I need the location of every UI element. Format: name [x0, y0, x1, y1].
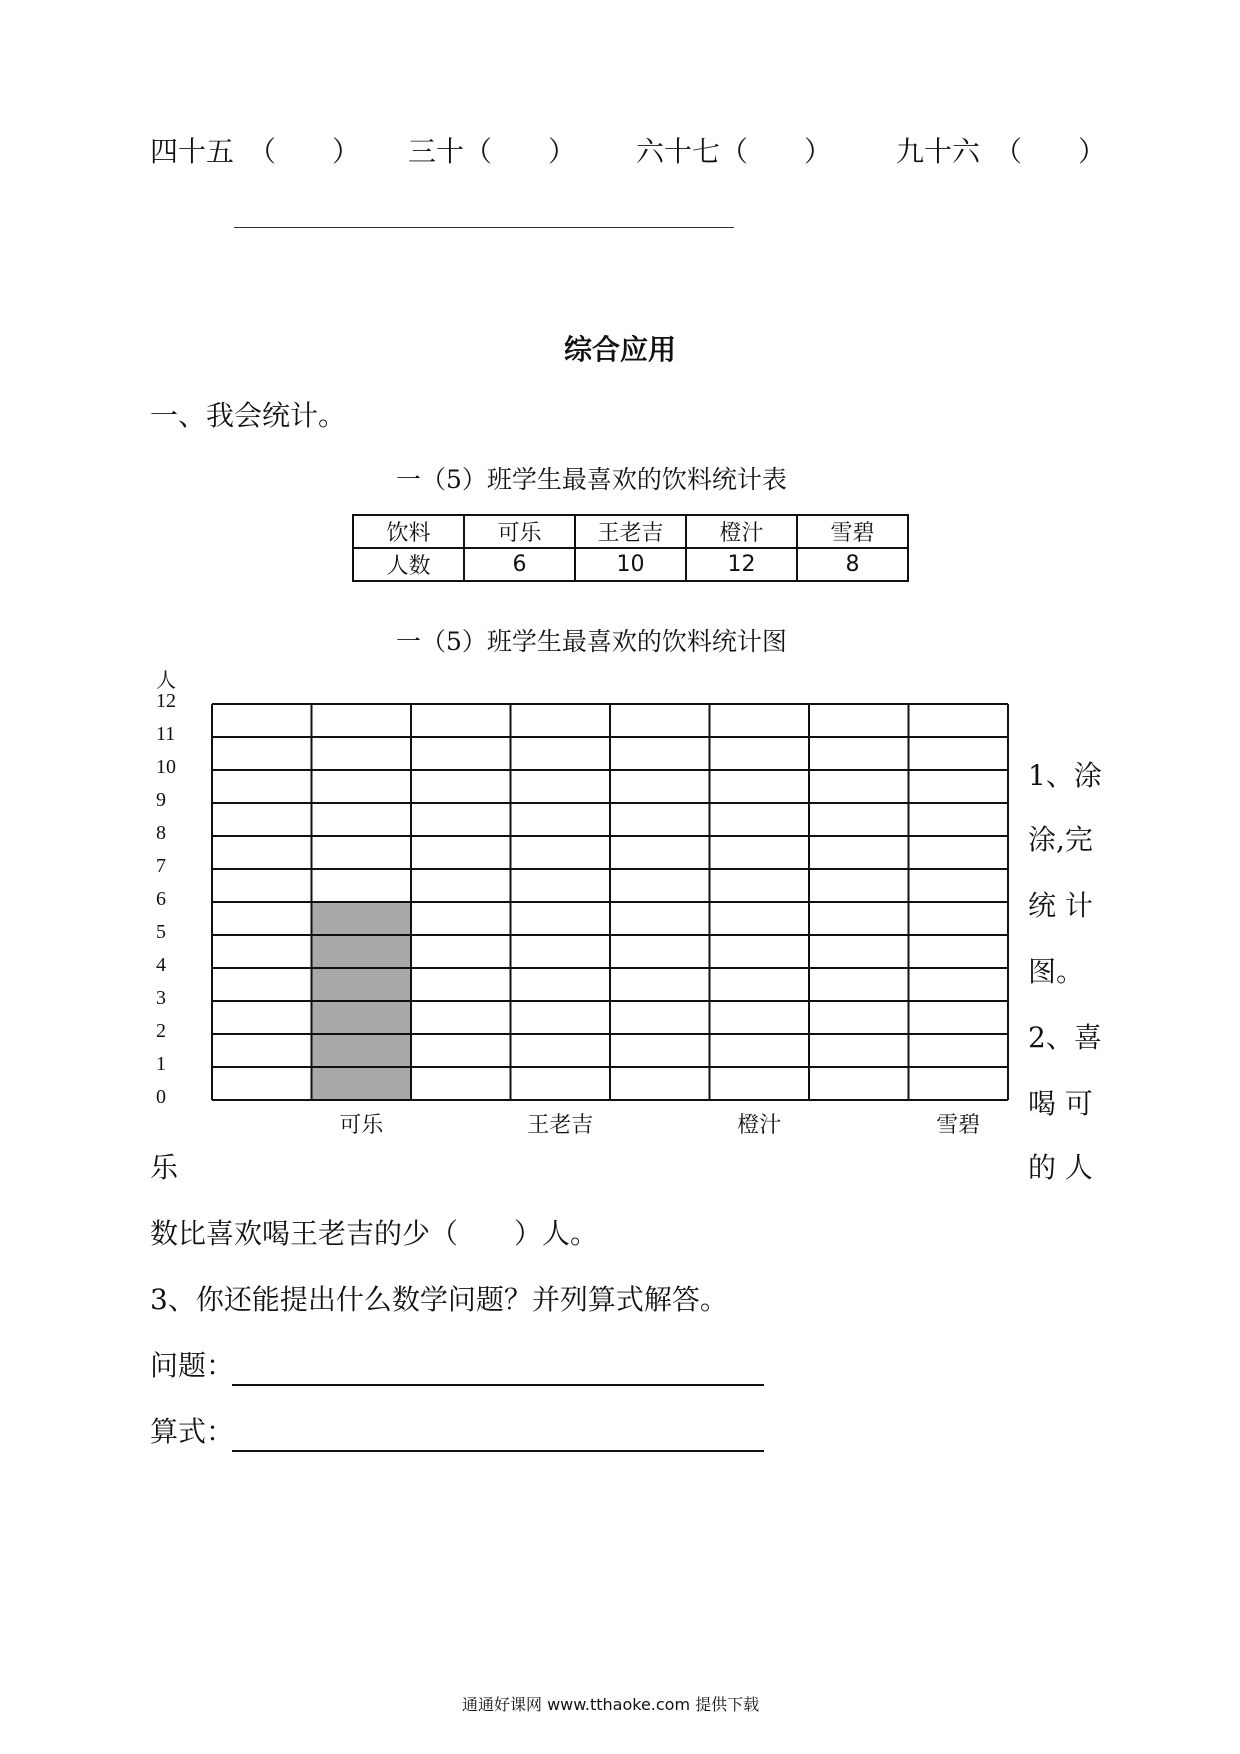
- number-word-2: 三十（ ）: [408, 135, 577, 168]
- question-3-line: 3、你还能提出什么数学问题？并列算式解答。: [150, 1283, 728, 1316]
- side-text-2: 涂,完: [1028, 823, 1093, 856]
- number-word-4: 九十六 （ ）: [896, 135, 1107, 168]
- y-tick-label: 7: [156, 855, 166, 877]
- y-tick-label: 2: [156, 1020, 166, 1042]
- number-word-1: 四十五 （ ）: [150, 135, 361, 168]
- table-cell: 人数: [353, 548, 464, 581]
- table-cell: 王老吉: [575, 515, 686, 548]
- y-tick-label: 11: [156, 723, 176, 745]
- question-1-heading: 一、我会统计。: [150, 399, 347, 432]
- y-tick-label: 3: [156, 987, 166, 1009]
- side-text-6: 喝 可: [1028, 1087, 1093, 1120]
- table-cell: 可乐: [464, 515, 575, 548]
- table-cell: 10: [575, 548, 686, 581]
- table-cell: 6: [464, 548, 575, 581]
- formula-label: 算式：: [150, 1415, 235, 1448]
- y-tick-label: 9: [156, 789, 166, 811]
- y-tick-label: 4: [156, 954, 166, 976]
- y-axis-label: 人: [156, 668, 176, 692]
- y-tick-label: 5: [156, 921, 166, 943]
- side-text-1: 1、涂: [1028, 759, 1102, 792]
- x-category-label: 可乐: [339, 1113, 384, 1138]
- side-text-7: 的 人: [1028, 1151, 1093, 1184]
- side-text-4: 图。: [1028, 955, 1085, 988]
- table-title: 一（5）班学生最喜欢的饮料统计表: [396, 465, 787, 494]
- x-category-label: 雪碧: [936, 1113, 981, 1138]
- y-tick-label: 8: [156, 822, 166, 844]
- y-tick-label: 6: [156, 888, 166, 910]
- table-cell: 雪碧: [797, 515, 908, 548]
- x-category-label: 王老吉: [527, 1113, 594, 1138]
- left-text: 乐: [150, 1151, 179, 1184]
- y-tick-label: 1: [156, 1053, 166, 1075]
- x-category-label: 橙汁: [737, 1113, 782, 1138]
- question-label: 问题：: [150, 1349, 235, 1382]
- side-text-5: 2、喜: [1028, 1021, 1102, 1054]
- table-cell: 12: [686, 548, 797, 581]
- formula-answer-line[interactable]: [232, 1450, 764, 1452]
- question-answer-line[interactable]: [232, 1384, 764, 1386]
- y-tick-label: 12: [156, 690, 176, 712]
- footer: 通通好课网 www.tthaoke.com 提供下载: [462, 1695, 760, 1714]
- table-cell: 饮料: [353, 515, 464, 548]
- question-2-line: 数比喜欢喝王老吉的少（ ）人。: [150, 1217, 599, 1250]
- section-title: 综合应用: [564, 333, 677, 366]
- y-tick-label: 0: [156, 1086, 166, 1108]
- table-cell: 8: [797, 548, 908, 581]
- y-tick-label: 10: [156, 756, 176, 778]
- chart-title: 一（5）班学生最喜欢的饮料统计图: [396, 627, 787, 656]
- number-word-3: 六十七（ ）: [636, 135, 833, 168]
- side-text-3: 统 计: [1028, 889, 1093, 922]
- table-cell: 橙汁: [686, 515, 797, 548]
